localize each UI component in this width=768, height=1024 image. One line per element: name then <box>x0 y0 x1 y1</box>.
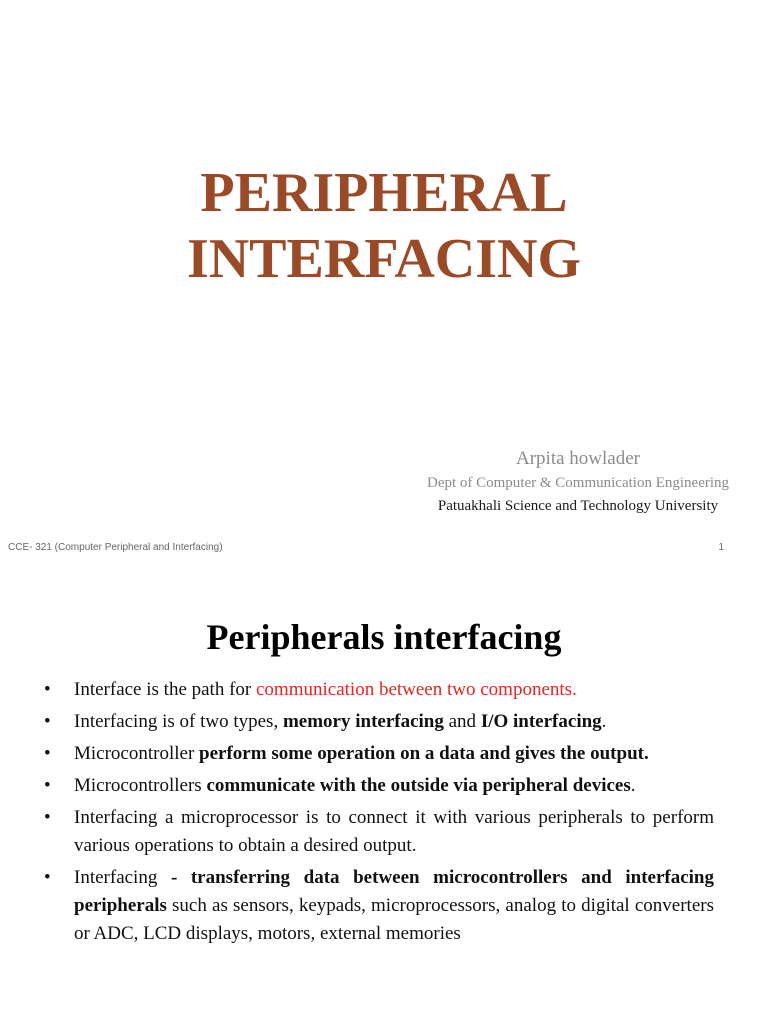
bullet-item <box>44 740 714 768</box>
bullet-bold: I/O interfacing <box>480 711 602 732</box>
main-title <box>0 160 768 292</box>
slide-title: Peripherals interfacing <box>206 617 562 657</box>
bullet-dot: • <box>44 743 51 764</box>
bullet-bold: perform some operation on a data and gives the output. <box>199 743 649 764</box>
bullet-text: . <box>601 711 607 732</box>
content-slide <box>0 576 768 1024</box>
bullet-dot: • <box>44 807 51 828</box>
bullet-item <box>44 708 714 736</box>
bullet-text: Microcontrollers <box>74 775 207 796</box>
bullet-item <box>44 864 714 948</box>
bullet-text: . <box>630 775 636 796</box>
bullet-bold: communicate with the outside via peripheral devices <box>206 775 631 796</box>
bullet-item <box>44 804 714 860</box>
main-title-line-1: PERIPHERAL <box>200 162 568 224</box>
author-name: Arpita howlader <box>516 448 640 469</box>
page-number: 1 <box>718 542 724 553</box>
bullet-text: and <box>443 711 481 732</box>
bullet-bold: memory interfacing <box>282 711 444 732</box>
bullet-dot: • <box>44 867 51 888</box>
bullet-text: such as sensors, keypads, microprocessors, analog to digital converters or ADC, LCD displays, motors, external memories <box>74 895 714 944</box>
bullet-dot: • <box>44 775 51 796</box>
bullet-dot: • <box>44 711 51 732</box>
bullet-item <box>44 772 714 800</box>
bullet-dot: • <box>44 679 51 700</box>
bullet-text: Interface is the path for <box>74 679 256 700</box>
bullet-text: Interfacing a microprocessor is to connect it with various peripherals to perform various operations to obtain a desired output. <box>74 807 714 856</box>
university: Patuakhali Science and Technology University <box>437 498 719 514</box>
bullet-item <box>44 676 714 704</box>
author-block <box>400 446 756 518</box>
bullet-highlight: communication between two components. <box>256 679 577 700</box>
bullet-list <box>44 676 714 952</box>
bullet-text: Interfacing <box>74 867 171 888</box>
bullet-text: Microcontroller <box>74 743 200 764</box>
main-title-line-2: INTERFACING <box>186 228 582 290</box>
bullet-bold: - transferring data between microcontrollers and interfacing peripherals <box>74 867 714 916</box>
bullet-text: Interfacing is of two types, <box>74 711 283 732</box>
footer-course: CCE- 321 (Computer Peripheral and Interfacing) <box>8 542 223 553</box>
department: Dept of Computer & Communication Engineering <box>426 475 730 491</box>
slide-footer <box>8 542 724 553</box>
